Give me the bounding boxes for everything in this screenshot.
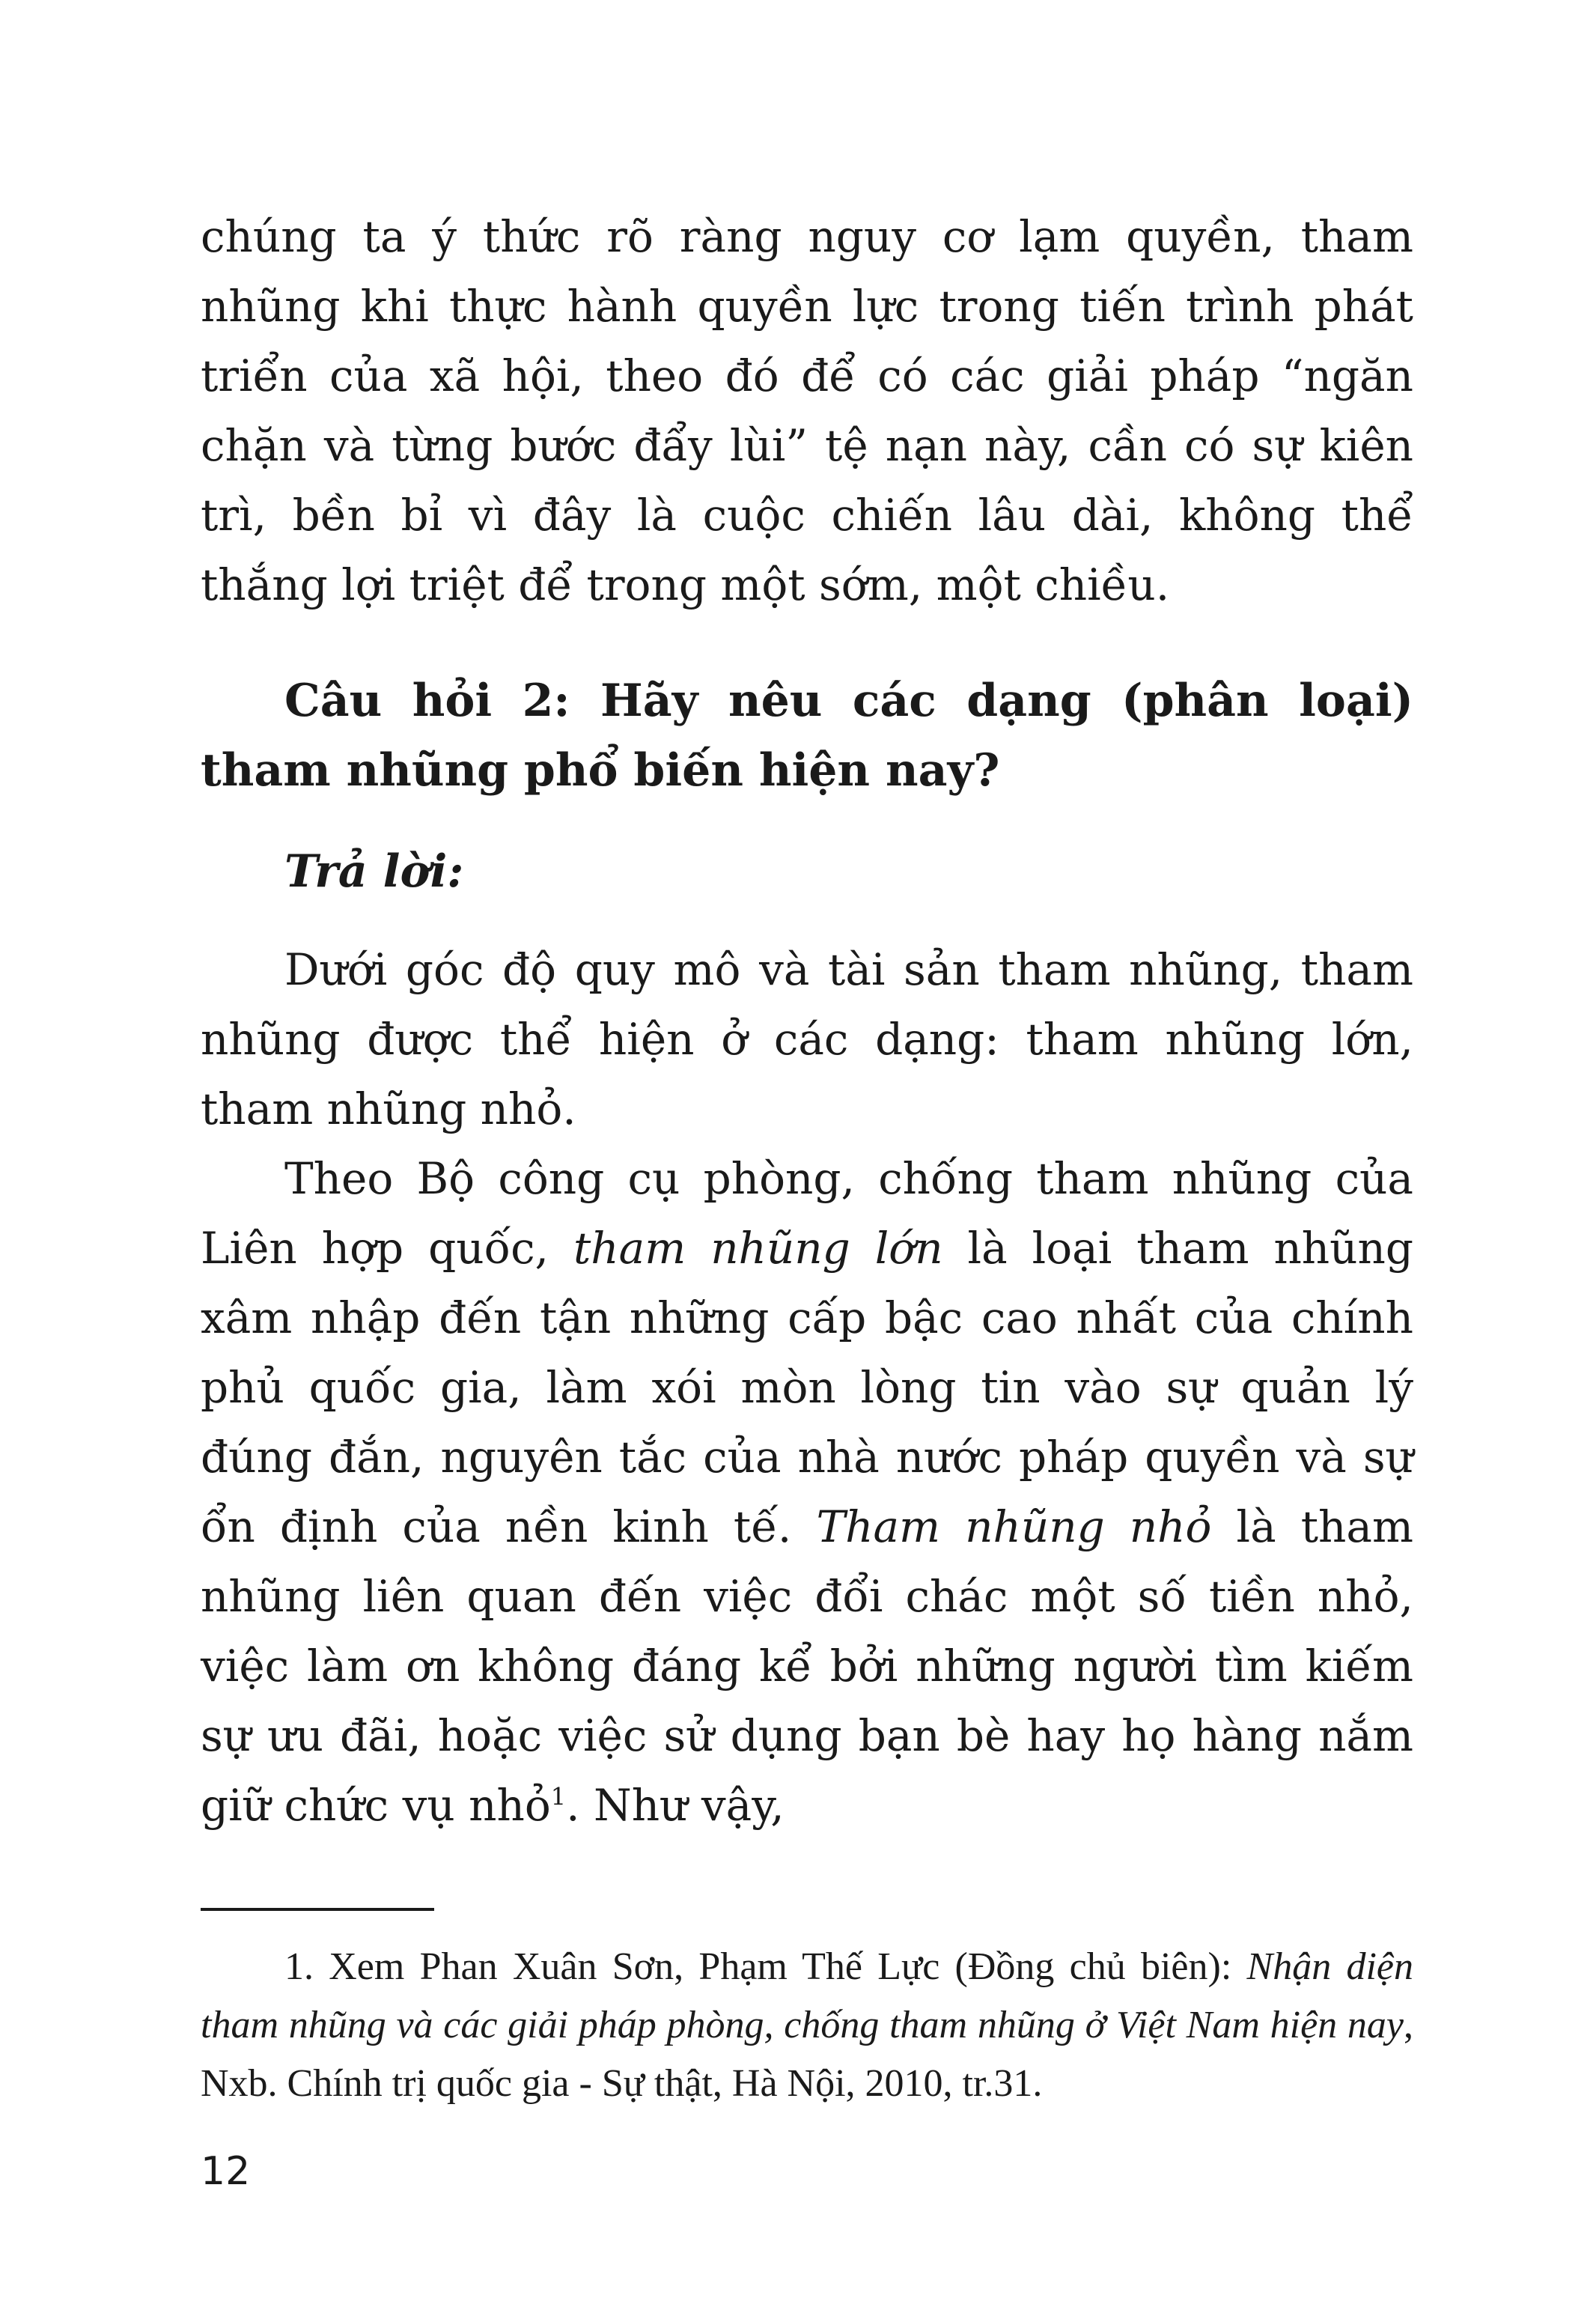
- footnote-reference[interactable]: 1: [550, 1782, 567, 1811]
- question-heading: Câu hỏi 2: Hãy nêu các dạng (phân loại) tham nhũng phổ biến hiện nay?: [201, 675, 1413, 797]
- paragraph-text: Theo Bộ công cụ phòng, chống tham nhũng của Liên hợp quốc,: [201, 1153, 1413, 1274]
- term-grand-corruption: tham nhũng lớn: [573, 1223, 943, 1274]
- spacer: [201, 620, 1413, 666]
- answer-label: Trả lời:: [284, 845, 464, 898]
- footnote-divider: [201, 1908, 434, 1911]
- spacer: [201, 806, 1413, 837]
- spacer: [201, 907, 1413, 935]
- footnote-book-title: Nhận diện tham nhũng và các giải pháp phòng, chống tham nhũng ở Việt Nam hiện nay: [201, 1945, 1413, 2046]
- paragraph-text: . Như vậy,: [566, 1780, 785, 1831]
- page-number: 12: [201, 2149, 251, 2194]
- footnote-prefix: 1. Xem Phan Xuân Sơn, Phạm Thế Lực (Đồng chủ biên):: [284, 1945, 1247, 1988]
- paragraph-scale: Dưới góc độ quy mô và tài sản tham nhũng, tham nhũng được thể hiện ở các dạng: tham nhũng lớn, tham nhũng nhỏ.: [201, 944, 1413, 1134]
- page-body: [201, 202, 1413, 1841]
- footnote: [201, 1938, 1413, 2113]
- paragraph-text: là loại tham nhũng xâm nhập đến tận những cấp bậc cao nhất của chính phủ quốc gia, làm xói mòn lòng tin vào sự quản lý đúng đắn, nguyên tắc của nhà nước pháp quyền và sự ổn định của nền kinh tế.: [201, 1223, 1414, 1552]
- term-petty-corruption: Tham nhũng nhỏ: [816, 1501, 1212, 1552]
- intro-paragraph: chúng ta ý thức rõ ràng nguy cơ lạm quyền, tham nhũng khi thực hành quyền lực trong tiến trình phát triển của xã hội, theo đó để có các giải pháp “ngăn chặn và từng bước đẩy lùi” tệ nạn này, cần có sự kiên trì, bền bỉ vì đây là cuộc chiến lâu dài, không thể thắng lợi triệt để trong một sớm, một chiều.: [201, 211, 1413, 610]
- paragraph-text: là tham nhũng liên quan đến việc đổi chác một số tiền nhỏ, việc làm ơn không đáng kể bởi những người tìm kiếm sự ưu đãi, hoặc việc sử dụng bạn bè hay họ hàng nắm giữ chức vụ nhỏ: [201, 1501, 1413, 1831]
- paragraph-definitions: [201, 1144, 1413, 1841]
- footnote-suffix: , Nxb. Chính trị quốc gia - Sự thật, Hà Nội, 2010, tr.31.: [201, 2004, 1413, 2105]
